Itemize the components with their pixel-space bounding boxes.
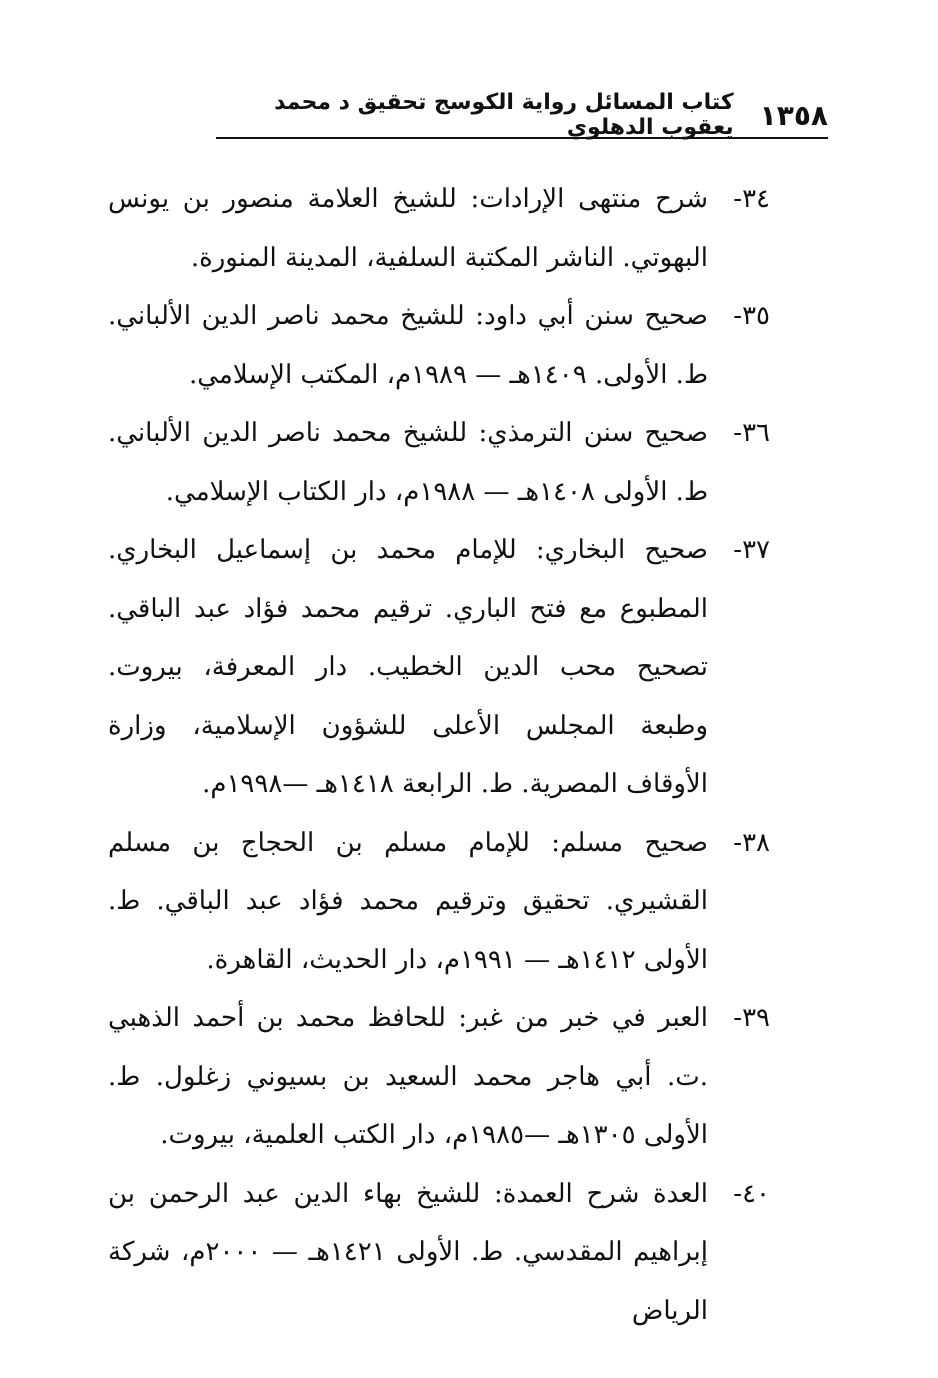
entry-text: صحيح سنن أبي داود: للشيخ محمد ناصر الدين الألباني. ط. الأولى. ١٤٠٩هـ — ١٩٨٩م، المكتب الإسلامي. (108, 301, 708, 390)
entry-number: ٣٥- (733, 301, 770, 331)
entry-number: ٣٧- (733, 535, 770, 565)
entry-text: صحيح مسلم: للإمام مسلم بن الحجاج بن مسلم القشيري. تحقيق وترقيم محمد فؤاد عبد الباقي. ط. الأولى ١٤١٢هـ — ١٩٩١م، دار الحديث، القاهرة. (108, 827, 708, 975)
bibliography-entry (108, 1165, 770, 1341)
bibliography-entry (108, 170, 770, 287)
entry-number: ٣٦- (733, 418, 770, 448)
bibliography-entry (108, 404, 770, 521)
entry-number: ٣٤- (733, 184, 770, 214)
entry-text: العبر في خبر من غبر: للحافظ محمد بن أحمد الذهبي .ت. أبي هاجر محمد السعيد بن بسيوني زغلول. ط. الأولى ١٣٠٥هـ —١٩٨٥م، دار الكتب العلمية، بيروت. (108, 1003, 708, 1150)
bibliography-entry (108, 521, 770, 814)
entry-number: ٣٩- (733, 1003, 770, 1033)
bibliography-list (108, 170, 770, 1340)
entry-text: صحيح البخاري: للإمام محمد بن إسماعيل البخاري. المطبوع مع فتح الباري. ترقيم محمد فؤاد عبد الباقي. تصحيح محب الدين الخطيب. دار المعرفة، بيروت. وطبعة المجلس الأعلى للشؤون الإسلامية، وزارة الأوقاف المصرية. ط. الرابعة ١٤١٨هـ —١٩٩٨م. (108, 535, 708, 799)
bibliography-entry (108, 814, 770, 990)
running-title: كتاب المسائل رواية الكوسج تحقيق د محمد يعقوب الدهلوي (274, 90, 734, 140)
header-rule (216, 137, 828, 139)
page-header (216, 92, 828, 138)
page-number: ١٣٥٨ (759, 98, 828, 132)
entry-text: شرح منتهى الإرادات: للشيخ العلامة منصور بن يونس البهوتي. الناشر المكتبة السلفية، المدينة المنورة. (108, 184, 708, 273)
bibliography-entry (108, 287, 770, 404)
entry-number: ٤٠- (733, 1178, 770, 1209)
entry-number: ٣٨- (733, 827, 770, 858)
entry-text: صحيح سنن الترمذي: للشيخ محمد ناصر الدين الألباني. ط. الأولى ١٤٠٨هـ — ١٩٨٨م، دار الكتاب الإسلامي. (108, 418, 708, 507)
bibliography-entry (108, 989, 770, 1165)
entry-text: العدة شرح العمدة: للشيخ بهاء الدين عبد الرحمن بن إبراهيم المقدسي. ط. الأولى ١٤٢١هـ — ٢٠٠٠م، شركة الرياض (108, 1178, 709, 1326)
